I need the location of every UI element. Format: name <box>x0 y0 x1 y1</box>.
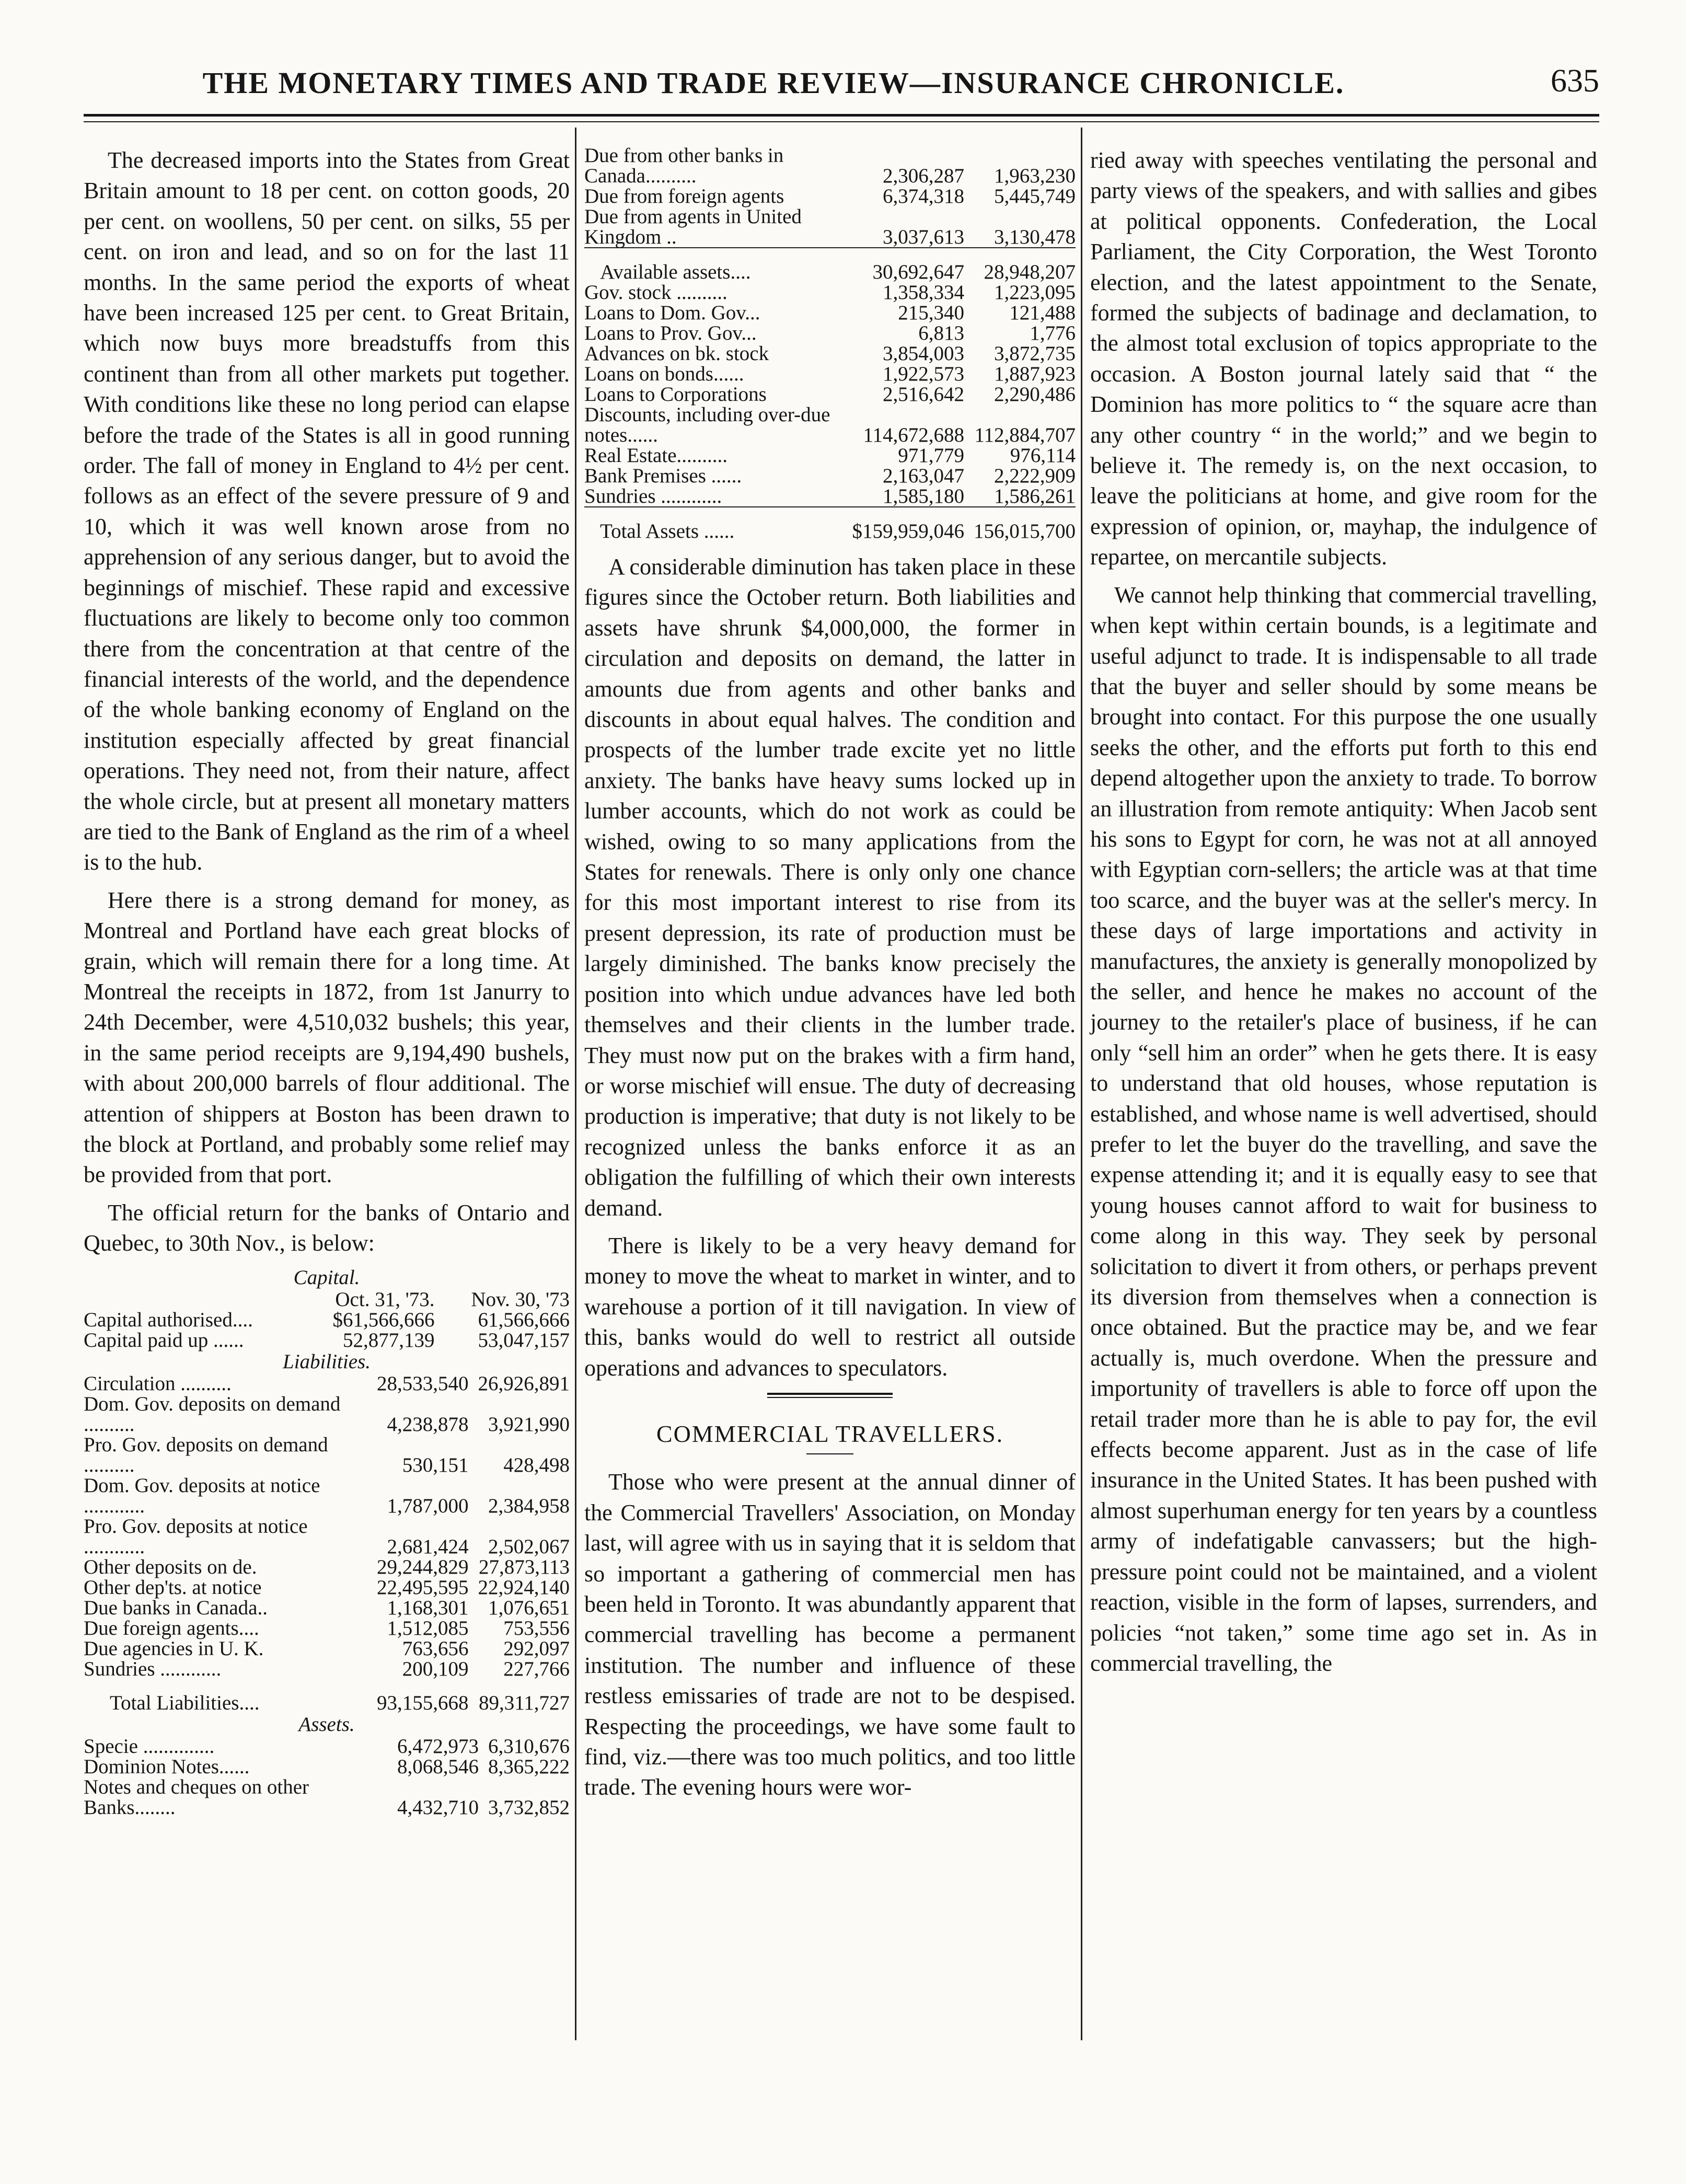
assets-heading: Assets. <box>298 1713 355 1736</box>
row-label: Other deposits on de. <box>84 1555 257 1578</box>
table-row <box>584 445 1076 466</box>
row-value-oct: 1,358,334 <box>883 281 964 304</box>
table-row <box>584 486 1076 507</box>
row-value-nov: 6,310,676 <box>488 1735 570 1758</box>
row-value-oct: 2,516,642 <box>883 383 964 406</box>
table-row <box>584 303 1076 323</box>
row-label: Sundries ............ <box>84 1657 222 1680</box>
row-value-oct: 3,854,003 <box>883 342 964 365</box>
row-value-oct: 6,374,318 <box>883 185 964 207</box>
row-value-nov: 1,887,923 <box>994 363 1076 385</box>
row-label: Loans on bonds...... <box>584 363 744 385</box>
row-value-nov: 227,766 <box>503 1657 570 1680</box>
row-value-oct: 971,779 <box>898 444 964 467</box>
paragraph-annual-dinner: Those who were present at the annual dinner of the Commercial Travellers' Association, on Monday last, will agree with us in saying that it is seldom that so important a gathering of commercial men has been held in Toronto. It was abundantly apparent that commercial travelling has become a permanent institution. The number and influence of these restless emissaries of trade are not to be despised. Respecting the proceedings, we have some fault to find, viz.—there was too much politics, and too little trade. The evening hours were wor- <box>584 1469 1076 1800</box>
row-value-nov: 8,365,222 <box>488 1755 570 1778</box>
row-value-nov: 5,445,749 <box>994 185 1076 207</box>
row-value-nov: 2,502,067 <box>488 1535 570 1558</box>
column-3 <box>1090 145 1597 1686</box>
masthead-title: THE MONETARY TIMES AND TRADE REVIEW—INSURANCE CHRONICLE. <box>202 66 1345 100</box>
row-value-oct: 52,877,139 <box>342 1328 435 1351</box>
paragraph-us-imports: The decreased imports into the States from Great Britain amount to 18 per cent. on cotton goods, 20 per cent. on woollens, 50 per cent. on silks, 55 per cent. on iron and lead, and so on for the last 11 months. In the same period the exports of wheat have been increased 125 per cent. to Great Britain, which now buys more breadstuffs from this continent than from all other markets put together. With conditions like these no long period can elapse before the trade of the States is all in good running order. The fall of money in England to 4½ per cent. follows as an effect of the severe pressure of 9 and 10, which it was well known arose from no apprehension of any serious danger, but to avoid the beginnings of mischief. These rapid and excessive fluctuations are likely to become only too common there from the concentration at that centre of the financial interests of the world, and the dependence of the whole banking economy of England on the institution especially affected by great financial operations. They need not, from their nature, affect the whole circle, but at present all monetary matters are tied to the Bank of England as the rim of a wheel is to the hub. <box>84 147 570 875</box>
row-label: Total Liabilities.... <box>110 1691 260 1714</box>
row-value-nov: 1,223,095 <box>994 281 1076 304</box>
row-label: Capital paid up ...... <box>84 1328 244 1351</box>
row-value-oct: 1,922,573 <box>883 363 964 385</box>
row-label: Sundries ............ <box>584 485 722 507</box>
row-value-nov: 3,921,990 <box>488 1413 570 1436</box>
row-value-oct: 2,163,047 <box>883 465 964 487</box>
section-title: COMMERCIAL TRAVELLERS. <box>656 1420 1004 1447</box>
assets-table-part-1 <box>84 1736 570 1818</box>
total-assets-row <box>584 507 1076 541</box>
row-label: Loans to Prov. Gov... <box>584 322 757 344</box>
row-value-nov: 61,566,666 <box>478 1308 570 1331</box>
row-label: Discounts, including over-due notes...... <box>584 403 830 446</box>
row-value-oct: 1,512,085 <box>387 1616 469 1639</box>
table-row <box>84 1475 570 1516</box>
row-label: Capital authorised.... <box>84 1308 253 1331</box>
row-label: Notes and cheques on other Banks........ <box>84 1775 309 1819</box>
row-value-oct: 530,151 <box>402 1453 469 1476</box>
paragraph-wheat-demand: There is likely to be a very heavy demand for money to move the wheat to market in winter, and to warehouse a portion of it till navigation. In view of this, banks would do well to restrict all outside operations and advances to speculators. <box>584 1232 1076 1381</box>
row-value-nov: 89,311,727 <box>478 1691 570 1714</box>
row-value-nov: 27,873,113 <box>478 1555 570 1578</box>
table-header-row <box>84 1289 570 1310</box>
row-value-oct: 8,068,546 <box>397 1755 479 1778</box>
row-value-oct: 6,472,973 <box>397 1735 479 1758</box>
row-label: Dom. Gov. deposits at notice ............ <box>84 1474 320 1517</box>
row-value-oct: $61,566,666 <box>332 1308 435 1331</box>
row-value-nov: 2,290,486 <box>994 383 1076 406</box>
row-value-oct: 6,813 <box>918 322 964 344</box>
header-rule-thick <box>84 114 1599 117</box>
row-value-oct: 215,340 <box>898 302 964 324</box>
row-value-oct: 1,787,000 <box>387 1494 469 1517</box>
row-label: Due from agents in United Kingdom .. <box>584 205 802 248</box>
table-row <box>84 1373 570 1394</box>
row-value-oct: 28,533,540 <box>377 1372 469 1395</box>
row-value-nov: 156,015,700 <box>964 507 1076 541</box>
table-row <box>584 282 1076 303</box>
row-label: Real Estate.......... <box>584 444 728 467</box>
row-value-oct: 763,656 <box>402 1637 469 1660</box>
table-row <box>584 186 1076 206</box>
row-value-oct: 93,155,668 <box>377 1691 469 1714</box>
row-label: Specie .............. <box>84 1735 215 1758</box>
table-row <box>84 1659 570 1679</box>
row-value-oct: 3,037,613 <box>883 226 964 248</box>
table-row <box>584 343 1076 364</box>
table-row <box>84 1435 570 1475</box>
row-label: Dominion Notes...... <box>84 1755 250 1778</box>
assets-table-part-2 <box>584 145 1076 541</box>
table-row <box>84 1638 570 1659</box>
paragraph-official-return: The official return for the banks of Ontario and Quebec, to 30th Nov., is below: <box>84 1199 570 1256</box>
table-row <box>584 405 1076 445</box>
row-label: Due from foreign agents <box>584 185 784 207</box>
table-row <box>84 1598 570 1618</box>
header-rule-thin <box>84 121 1599 122</box>
liabilities-heading: Liabilities. <box>283 1350 371 1373</box>
row-label: Circulation .......... <box>84 1372 232 1395</box>
table-row <box>84 1394 570 1435</box>
row-label: Loans to Corporations <box>584 383 767 406</box>
table-row <box>84 1557 570 1577</box>
row-value-oct: 22,495,595 <box>377 1576 469 1599</box>
row-label: Bank Premises ...... <box>584 465 742 487</box>
section-rule-thin <box>767 1397 893 1398</box>
row-label: Due foreign agents.... <box>84 1616 259 1639</box>
row-value-nov: 1,776 <box>1030 322 1076 344</box>
row-label: Due agencies in U. K. <box>84 1637 264 1660</box>
row-value-oct: 30,692,647 <box>843 248 965 282</box>
table-row <box>584 206 1076 248</box>
row-label: Gov. stock .......... <box>584 281 727 304</box>
row-value-nov: 292,097 <box>503 1637 570 1660</box>
column-header-oct: Oct. 31, '73. <box>335 1288 435 1311</box>
row-value-nov: 1,586,261 <box>994 485 1076 507</box>
row-value-nov: 3,872,735 <box>994 342 1076 365</box>
table-row <box>84 1577 570 1598</box>
column-header-nov: Nov. 30, '73 <box>471 1288 570 1311</box>
row-label: Loans to Dom. Gov... <box>584 302 760 324</box>
paragraph-money-demand: Here there is a strong demand for money, as Montreal and Portland have each great blocks of grain, which will remain there for a long time. At Montreal the receipts in 1872, from 1st Janurry to 24th December, were 4,510,032 bushels; this year, in the same period receipts are 9,194,490 bushels, with about 200,000 barrels of flour additional. The attention of shippers at Boston has been drawn to the block at Portland, and probably some relief may be provided from that port. <box>84 887 570 1188</box>
section-rule-thick <box>767 1393 893 1395</box>
total-liabilities-row <box>84 1679 570 1713</box>
row-label: Dom. Gov. deposits on demand .......... <box>84 1392 341 1436</box>
row-value-nov: 1,963,230 <box>994 165 1076 187</box>
table-row <box>84 1330 570 1350</box>
table-row <box>84 1310 570 1330</box>
capital-heading: Capital. <box>293 1266 360 1289</box>
column-divider-1 <box>575 128 576 2040</box>
row-label: Due banks in Canada.. <box>84 1596 268 1619</box>
page-number: 635 <box>1551 63 1599 99</box>
row-value-nov: 976,114 <box>1010 444 1076 467</box>
paragraph-diminution: A considerable diminution has taken place in these figures since the October return. Both liabilities and assets have shrunk $4,000,000, the former in circulation and deposits on demand, the latter in amounts due from agents and other banks and discounts in about equal halves. The condition and prospects of the lumber trade excite yet no little anxiety. The banks have heavy sums locked up in lumber accounts, which do not work as could be wished, owing to so many applications from the States for renewals. There is only only one chance for this most important interest to rise from its present depression, its rate of production must be largely diminished. The banks know precisely the position into which undue advances have led both themselves and their clients in the lumber trade. They must now put on the brakes with a firm hand, or worse mischief will ensue. The duty of decreasing production is imperative; that duty is not likely to be recognized unless the banks enforce it as an obligation the fulfilling of which their own interests demand. <box>584 554 1076 1221</box>
row-value-oct: 1,585,180 <box>883 485 964 507</box>
table-row <box>84 1516 570 1557</box>
row-label: Total Assets ...... <box>584 507 843 541</box>
row-value-oct: 4,432,710 <box>397 1796 479 1819</box>
row-value-nov: 112,884,707 <box>974 424 1076 446</box>
row-value-nov: 53,047,157 <box>478 1328 570 1351</box>
column-divider-2 <box>1081 128 1082 2040</box>
row-value-oct: $159,959,046 <box>843 507 965 541</box>
row-value-nov: 22,924,140 <box>478 1576 570 1599</box>
section-title-underline <box>806 1453 853 1454</box>
table-row <box>584 384 1076 405</box>
row-value-nov: 28,948,207 <box>964 248 1076 282</box>
paragraph-speeches-continued: ried away with speeches ventilating the personal and party views of the speakers, and with sallies and gibes at political opponents. Confederation, the Local Parliament, the City Corporation, the West Toronto election, and the latest appointment to the Senate, formed the subjects of badinage and declamation, to the almost total exclusion of topics appropriate to the occasion. A Boston journal lately said that “ the Dominion has more politics to “ the square acre than any other country “ in the world;” and we begin to believe it. The remedy is, on the next occasion, to leave the politicians at home, and give room for the expression of opinion, or, mayhap, the indulgence of repartee, on mercantile subjects. <box>1090 147 1597 570</box>
paragraph-commercial-travelling: We cannot help thinking that commercial travelling, when kept within certain bounds, is a legitimate and useful adjunct to trade. It is indispensable to all trade that the buyer and seller should by some means be brought into contact. For this purpose the one usually seeks the other, and the efforts put forth to this end depend altogether upon the anxiety to trade. To borrow an illustration from remote antiquity: When Jacob sent his sons to Egypt for corn, he was not at all annoyed with Egyptian corn-sellers; the article was at that time too scarce, and the buyer was at the seller's mercy. In these days of large importations and activity in manufactures, the anxiety is generally monopolized by the seller, and hence he makes no account of the journey to the retailer's place of business, if he can only “sell him an order” when he gets there. It is easy to understand that old houses, whose reputation is established, and whose name is well advertised, should prefer to let the buyer do the travelling, and save the expense attending it; and it is equally easy to see that young houses cannot afford to wait for business to come along in this way. They seek by personal solicitation to divert it from others, or perhaps prevent its diversion from themselves when a connection is once obtained. But the practice may be, and we fear actually is, much overdone. When the pressure and importunity of travellers is able to force off upon the retail trader more than he is able to pay for, the evil effects become apparent. Just as in the case of life insurance in the United States. It has been pushed with almost superhuman energy for ten years by a countless army of indefatigable canvassers; but the high-pressure point could not be maintained, and a violent reaction, visible in the form of lapses, surrenders, and policies “not taken,” some time ago set in. As in commercial travelling, the <box>1090 582 1597 1676</box>
table-row <box>84 1618 570 1638</box>
available-assets-row <box>584 248 1076 282</box>
page-header <box>84 47 1599 110</box>
row-label: Advances on bk. stock <box>584 342 769 365</box>
row-value-oct: 200,109 <box>402 1657 469 1680</box>
row-label: Other dep'ts. at notice <box>84 1576 262 1599</box>
table-row <box>84 1777 570 1818</box>
table-row <box>584 323 1076 343</box>
row-value-nov: 3,130,478 <box>994 226 1076 248</box>
row-value-oct: 2,681,424 <box>387 1535 469 1558</box>
row-value-nov: 26,926,891 <box>478 1372 570 1395</box>
table-row <box>584 364 1076 384</box>
table-row <box>584 466 1076 486</box>
row-value-oct: 29,244,829 <box>377 1555 469 1578</box>
row-value-oct: 2,306,287 <box>883 165 964 187</box>
row-label: Pro. Gov. deposits at notice ............ <box>84 1515 308 1558</box>
row-value-nov: 428,498 <box>503 1453 570 1476</box>
column-2 <box>584 145 1076 1810</box>
table-row <box>584 145 1076 186</box>
row-value-nov: 3,732,852 <box>488 1796 570 1819</box>
row-value-oct: 114,672,688 <box>863 424 964 446</box>
row-value-nov: 2,384,958 <box>488 1494 570 1517</box>
capital-table <box>84 1289 570 1350</box>
row-value-nov: 753,556 <box>503 1616 570 1639</box>
row-value-nov: 121,488 <box>1009 302 1076 324</box>
row-label: Due from other banks in Canada.......... <box>584 144 784 187</box>
row-value-nov: 2,222,909 <box>994 465 1076 487</box>
table-row <box>84 1757 570 1777</box>
row-value-oct: 1,168,301 <box>387 1596 469 1619</box>
row-label: Available assets.... <box>584 248 843 282</box>
column-1 <box>84 145 570 1818</box>
table-row <box>84 1736 570 1757</box>
row-value-oct: 4,238,878 <box>387 1413 469 1436</box>
liabilities-table <box>84 1373 570 1713</box>
row-value-nov: 1,076,651 <box>488 1596 570 1619</box>
row-label: Pro. Gov. deposits on demand .......... <box>84 1433 328 1476</box>
